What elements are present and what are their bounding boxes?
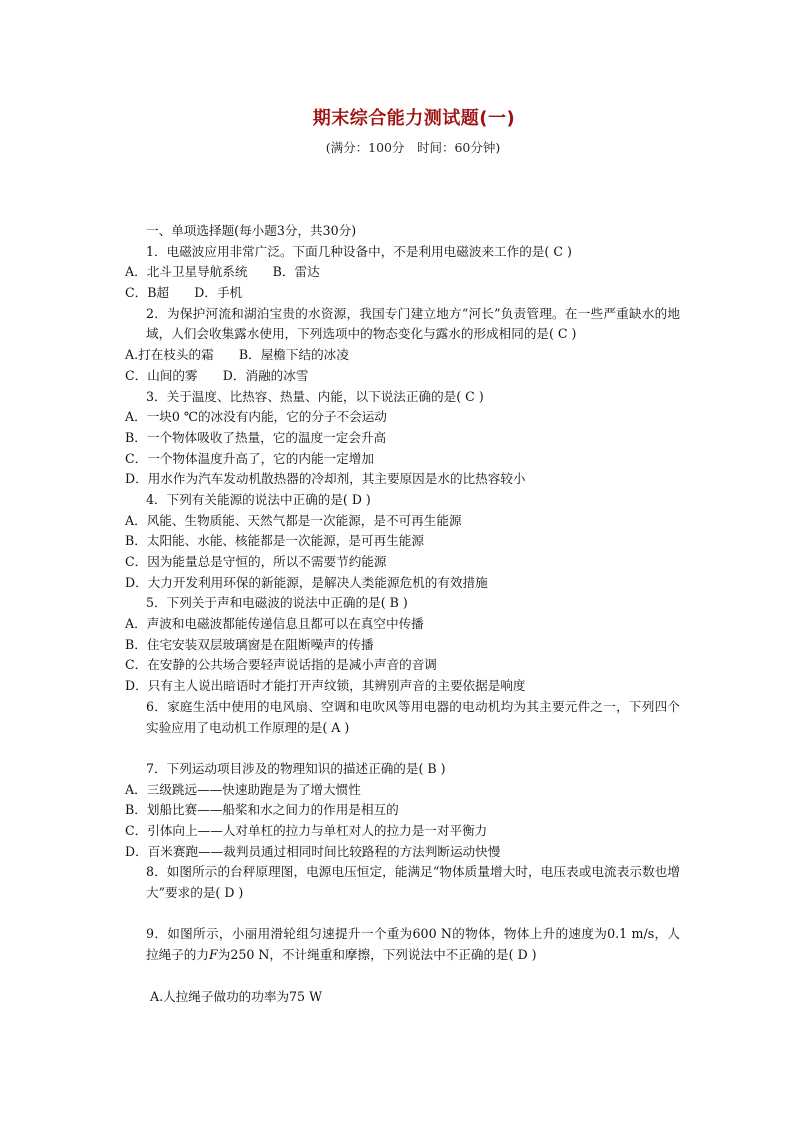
q3-option-a: A．一块0 ℃的冰没有内能，它的分子不会运动 <box>125 409 387 425</box>
section-heading: 一、单项选择题(每小题3分，共30分) <box>146 223 357 238</box>
q8-stem: 8．如图所示的台秤原理图，电源电压恒定，能满足“物体质量增大时，电压表或电流表示数也增大”要求的是( D ) <box>146 864 680 901</box>
q5-option-c: C．在安静的公共场合要轻声说话指的是减小声音的音调 <box>125 657 437 673</box>
q4-option-a: A．风能、生物质能、天然气都是一次能源，是不可再生能源 <box>125 512 462 528</box>
q3-option-d: D．用水作为汽车发动机散热器的冷却剂，其主要原因是水的比热容较小 <box>125 471 526 487</box>
figure-gap <box>125 904 680 925</box>
figure-gap <box>125 966 680 987</box>
q9-stem-part1: 9．如图所示，小丽用滑轮组匀速提升一个重为600 N的物体，物体上升的速度为0.1 m/s，人拉绳子的力 <box>146 926 680 963</box>
q2-stem: 2．为保护河流和湖泊宝贵的水资源，我国专门建立地方“河长”负责管理。在一些严重缺水的地域，人们会收集露水使用，下列选项中的物态变化与露水的形成相同的是( C ) <box>146 305 680 342</box>
exam-meta: (满分：100分 时间：60分钟) <box>325 140 501 155</box>
q5-option-d: D．只有主人说出暗语时才能打开声纹锁，其辨别声音的主要依据是响度 <box>125 678 526 694</box>
q7-option-a: A．三级跳远——快速助跑是为了增大惯性 <box>125 781 361 797</box>
q7-option-c: C．引体向上——人对单杠的拉力与单杠对人的拉力是一对平衡力 <box>125 823 488 838</box>
q1-options-cd: C．B超 D．手机 <box>125 285 243 301</box>
q9-stem-part2: 为250 N，不计绳重和摩擦，下列说法中不正确的是( D ) <box>217 947 537 963</box>
q4-option-b: B．太阳能、水能、核能都是一次能源，是可再生能源 <box>125 533 424 549</box>
q4-option-d: D．大力开发利用环保的新能源，是解决人类能源危机的有效措施 <box>125 574 488 590</box>
q5-option-b: B．住宅安装双层玻璃窗是在阻断噪声的传播 <box>125 636 374 652</box>
q7-option-b: B．划船比赛——船桨和水之间力的作用是相互的 <box>125 802 399 818</box>
q3-option-b: B．一个物体吸收了热量，它的温度一定会升高 <box>125 429 387 445</box>
q3-stem: 3．关于温度、比热容、热量、内能，以下说法正确的是( C ) <box>146 388 484 404</box>
page-title: 期末综合能力测试题(一) <box>312 108 516 129</box>
q4-option-c: C．因为能量总是守恒的，所以不需要节约能源 <box>125 554 387 570</box>
q1-options-ab: A．北斗卫星导航系统 B．雷达 <box>125 264 320 280</box>
q5-option-a: A．声波和电磁波都能传递信息且都可以在真空中传播 <box>125 616 424 632</box>
figure-gap <box>125 738 680 759</box>
q9-force-symbol: F <box>208 947 218 963</box>
q6-stem: 6．家庭生活中使用的电风扇、空调和电吹风等用电器的电动机均为其主要元件之一，下列四个实验应用了电动机工作原理的是( A ) <box>146 698 680 735</box>
q7-stem: 7．下列运动项目涉及的物理知识的描述正确的是( B ) <box>146 760 446 776</box>
exam-content <box>125 221 680 1007</box>
q5-stem: 5．下列关于声和电磁波的说法中正确的是( B ) <box>146 595 408 611</box>
q1-stem: 1．电磁波应用非常广泛。下面几种设备中，不是利用电磁波来工作的是( C ) <box>146 243 572 259</box>
q2-options-cd: C．山间的雾 D．消融的冰雪 <box>125 367 309 383</box>
q4-stem: 4．下列有关能源的说法中正确的是( D ) <box>146 491 371 507</box>
q9-stem <box>125 924 680 965</box>
q7-option-d: D．百米赛跑——裁判员通过相同时间比较路程的方法判断运动快慢 <box>125 843 501 859</box>
q9-option-a: A.人拉绳子做功的功率为75 W <box>150 988 323 1004</box>
q2-options-ab: A.打在枝头的霜 B．屋檐下结的冰凌 <box>125 347 349 363</box>
q3-option-c: C．一个物体温度升高了，它的内能一定增加 <box>125 450 374 466</box>
